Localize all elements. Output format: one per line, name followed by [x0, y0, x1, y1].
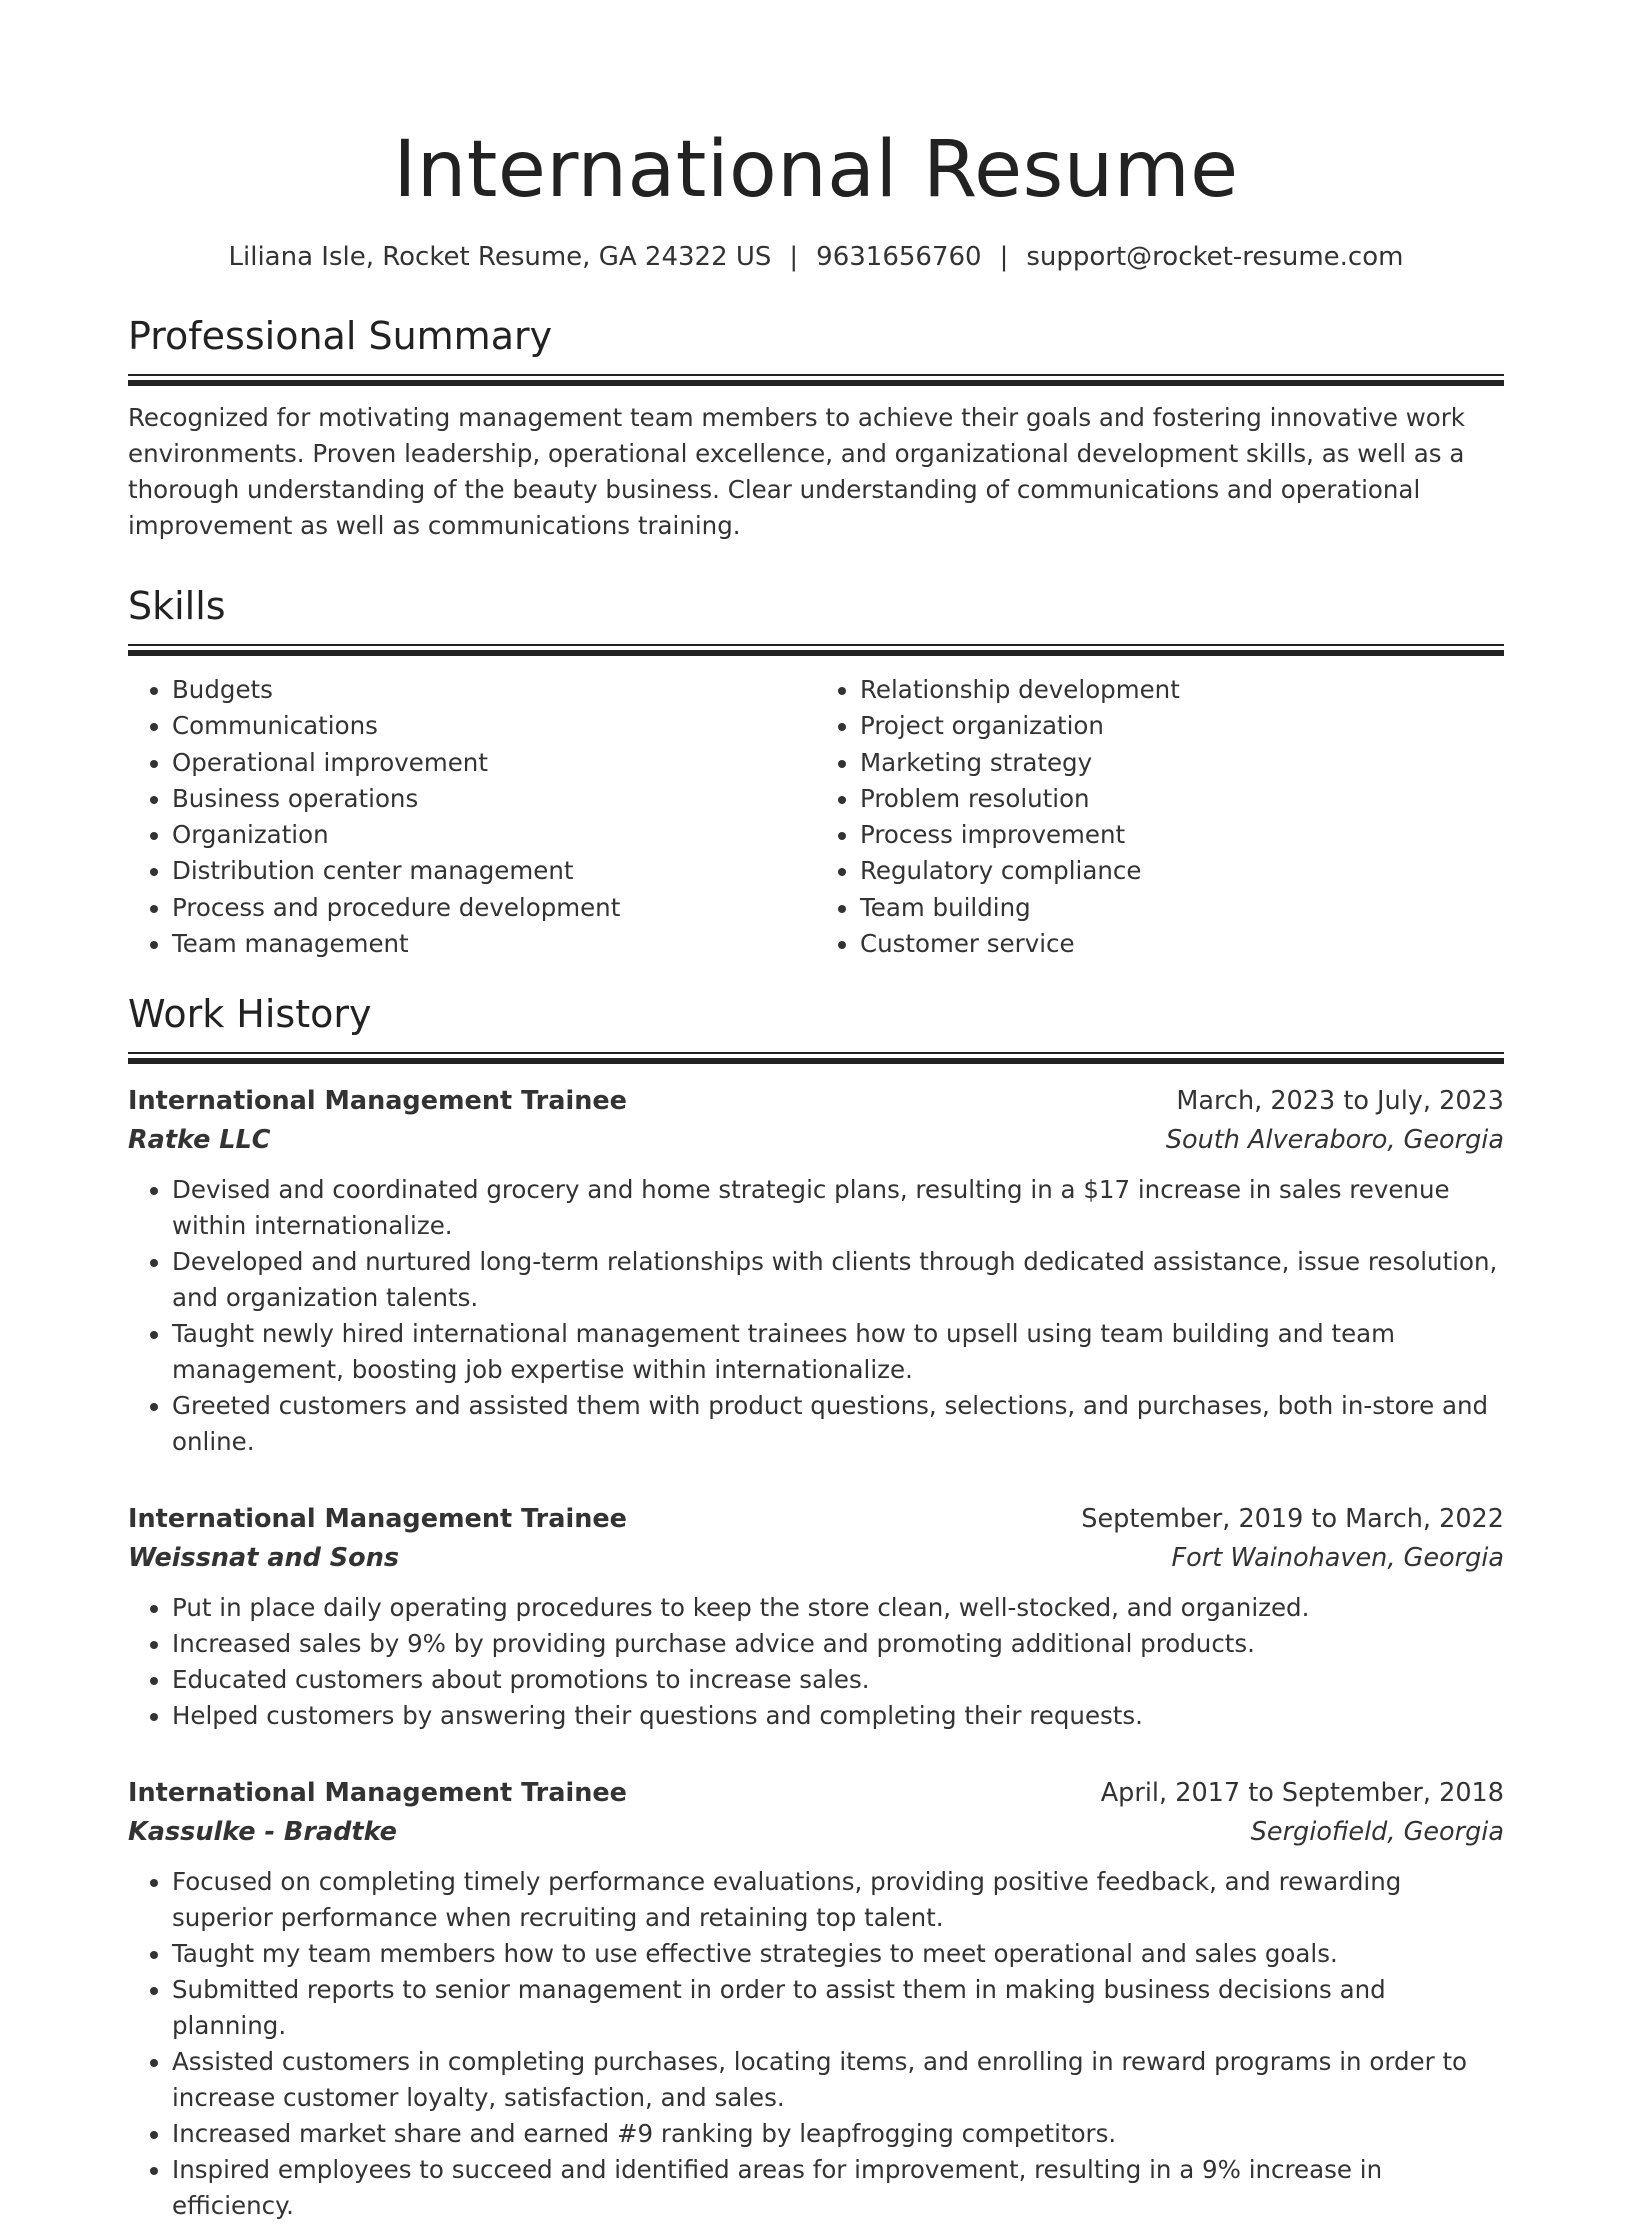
- professional-summary-section: [128, 312, 1504, 544]
- skill-item: • Problem resolution: [860, 781, 1504, 817]
- job-bullet-list: [128, 1864, 1504, 2224]
- section-heading-skills: Skills: [128, 584, 226, 628]
- job-company: Kassulke - Bradtke: [128, 1817, 397, 1848]
- job-company: Ratke LLC: [128, 1125, 271, 1156]
- job-bullet: • Developed and nurtured long-term relationships with clients through dedicated assistance, issue resolution, and organization talents.: [172, 1244, 1504, 1316]
- job-title: International Management Trainee: [128, 1504, 627, 1535]
- skill-item: • Distribution center management: [172, 853, 816, 889]
- skill-item: • Process and procedure development: [172, 890, 816, 926]
- job-company-row: [128, 1538, 1504, 1578]
- job-bullet: • Educated customers about promotions to increase sales.: [172, 1662, 1504, 1698]
- skills-section: [128, 582, 1504, 962]
- skill-item: • Budgets: [172, 672, 816, 708]
- skill-item: • Business operations: [172, 781, 816, 817]
- job-entry: [128, 1082, 1504, 1460]
- job-bullet: • Greeted customers and assisted them with product questions, selections, and purchases, both in-store and online.: [172, 1388, 1504, 1460]
- section-heading-summary: Professional Summary: [128, 314, 553, 358]
- skill-item: • Organization: [172, 817, 816, 853]
- job-bullet-list: [128, 1590, 1504, 1734]
- job-title: International Management Trainee: [128, 1778, 627, 1809]
- skills-grid: [128, 672, 1504, 962]
- skill-item: • Operational improvement: [172, 745, 816, 781]
- job-company-row: [128, 1120, 1504, 1160]
- skills-column-right: [816, 672, 1504, 962]
- summary-paragraph: Recognized for motivating management team members to achieve their goals and fostering innovative work environments. Proven leadership, operational excellence, and organizational development skills, as well as a thorough understanding of the beauty business. Clear understanding of communications and operational improvement as well as communications training.: [128, 403, 1465, 540]
- job-bullet-list: [128, 1172, 1504, 1460]
- contact-line: [128, 240, 1504, 274]
- resume-title: International Resume: [393, 125, 1239, 215]
- skill-item: • Customer service: [860, 926, 1504, 962]
- job-entry: [128, 1500, 1504, 1734]
- section-divider: [128, 374, 1504, 386]
- job-bullet: • Put in place daily operating procedures to keep the store clean, well-stocked, and organized.: [172, 1590, 1504, 1626]
- contact-email[interactable]: support@rocket-resume.com: [1026, 242, 1404, 272]
- job-header-row: [128, 1500, 1504, 1538]
- skill-item: • Team building: [860, 890, 1504, 926]
- job-location: Sergiofield, Georgia: [1250, 1817, 1504, 1848]
- work-history-section: [128, 990, 1504, 2224]
- skill-item: • Process improvement: [860, 817, 1504, 853]
- job-title: International Management Trainee: [128, 1086, 627, 1117]
- job-location: South Alveraboro, Georgia: [1165, 1125, 1504, 1156]
- job-bullet: • Taught my team members how to use effective strategies to meet operational and sales goals.: [172, 1936, 1504, 1972]
- job-bullet: • Assisted customers in completing purchases, locating items, and enrolling in reward programs in order to increase customer loyalty, satisfaction, and sales.: [172, 2044, 1504, 2116]
- skill-item: • Relationship development: [860, 672, 1504, 708]
- skill-item: • Team management: [172, 926, 816, 962]
- job-bullet: • Submitted reports to senior management in order to assist them in making business decisions and planning.: [172, 1972, 1504, 2044]
- job-dates: September, 2019 to March, 2022: [1081, 1504, 1504, 1535]
- section-heading-work-history: Work History: [128, 992, 372, 1037]
- contact-address: Liliana Isle, Rocket Resume, GA 24322 US: [228, 242, 772, 272]
- job-bullet: • Devised and coordinated grocery and home strategic plans, resulting in a $17 increase in sales revenue within internationalize.: [172, 1172, 1504, 1244]
- skills-column-left: [128, 672, 816, 962]
- job-header-row: [128, 1082, 1504, 1120]
- skill-item: • Marketing strategy: [860, 745, 1504, 781]
- job-dates: March, 2023 to July, 2023: [1176, 1086, 1504, 1117]
- skill-item: • Regulatory compliance: [860, 853, 1504, 889]
- contact-phone: 9631656760: [816, 242, 982, 272]
- job-bullet: • Increased market share and earned #9 ranking by leapfrogging competitors.: [172, 2116, 1504, 2152]
- section-divider: [128, 644, 1504, 656]
- job-header-row: [128, 1774, 1504, 1812]
- job-location: Fort Wainohaven, Georgia: [1171, 1543, 1504, 1574]
- contact-separator: |: [999, 242, 1009, 272]
- skill-item: • Communications: [172, 708, 816, 744]
- job-bullet: • Helped customers by answering their questions and completing their requests.: [172, 1698, 1504, 1734]
- contact-separator: |: [789, 242, 799, 272]
- job-bullet: • Taught newly hired international management trainees how to upsell using team building and team management, boosting job expertise within internationalize.: [172, 1316, 1504, 1388]
- job-company-row: [128, 1812, 1504, 1852]
- skill-item: • Project organization: [860, 708, 1504, 744]
- job-entry: [128, 1774, 1504, 2224]
- job-company: Weissnat and Sons: [128, 1543, 400, 1574]
- job-bullet: • Focused on completing timely performance evaluations, providing positive feedback, and rewarding superior performance when recruiting and retaining top talent.: [172, 1864, 1504, 1936]
- job-dates: April, 2017 to September, 2018: [1100, 1778, 1504, 1809]
- section-divider: [128, 1052, 1504, 1064]
- job-bullet: • Inspired employees to succeed and identified areas for improvement, resulting in a 9% increase in efficiency.: [172, 2152, 1504, 2224]
- job-bullet: • Increased sales by 9% by providing purchase advice and promoting additional products.: [172, 1626, 1504, 1662]
